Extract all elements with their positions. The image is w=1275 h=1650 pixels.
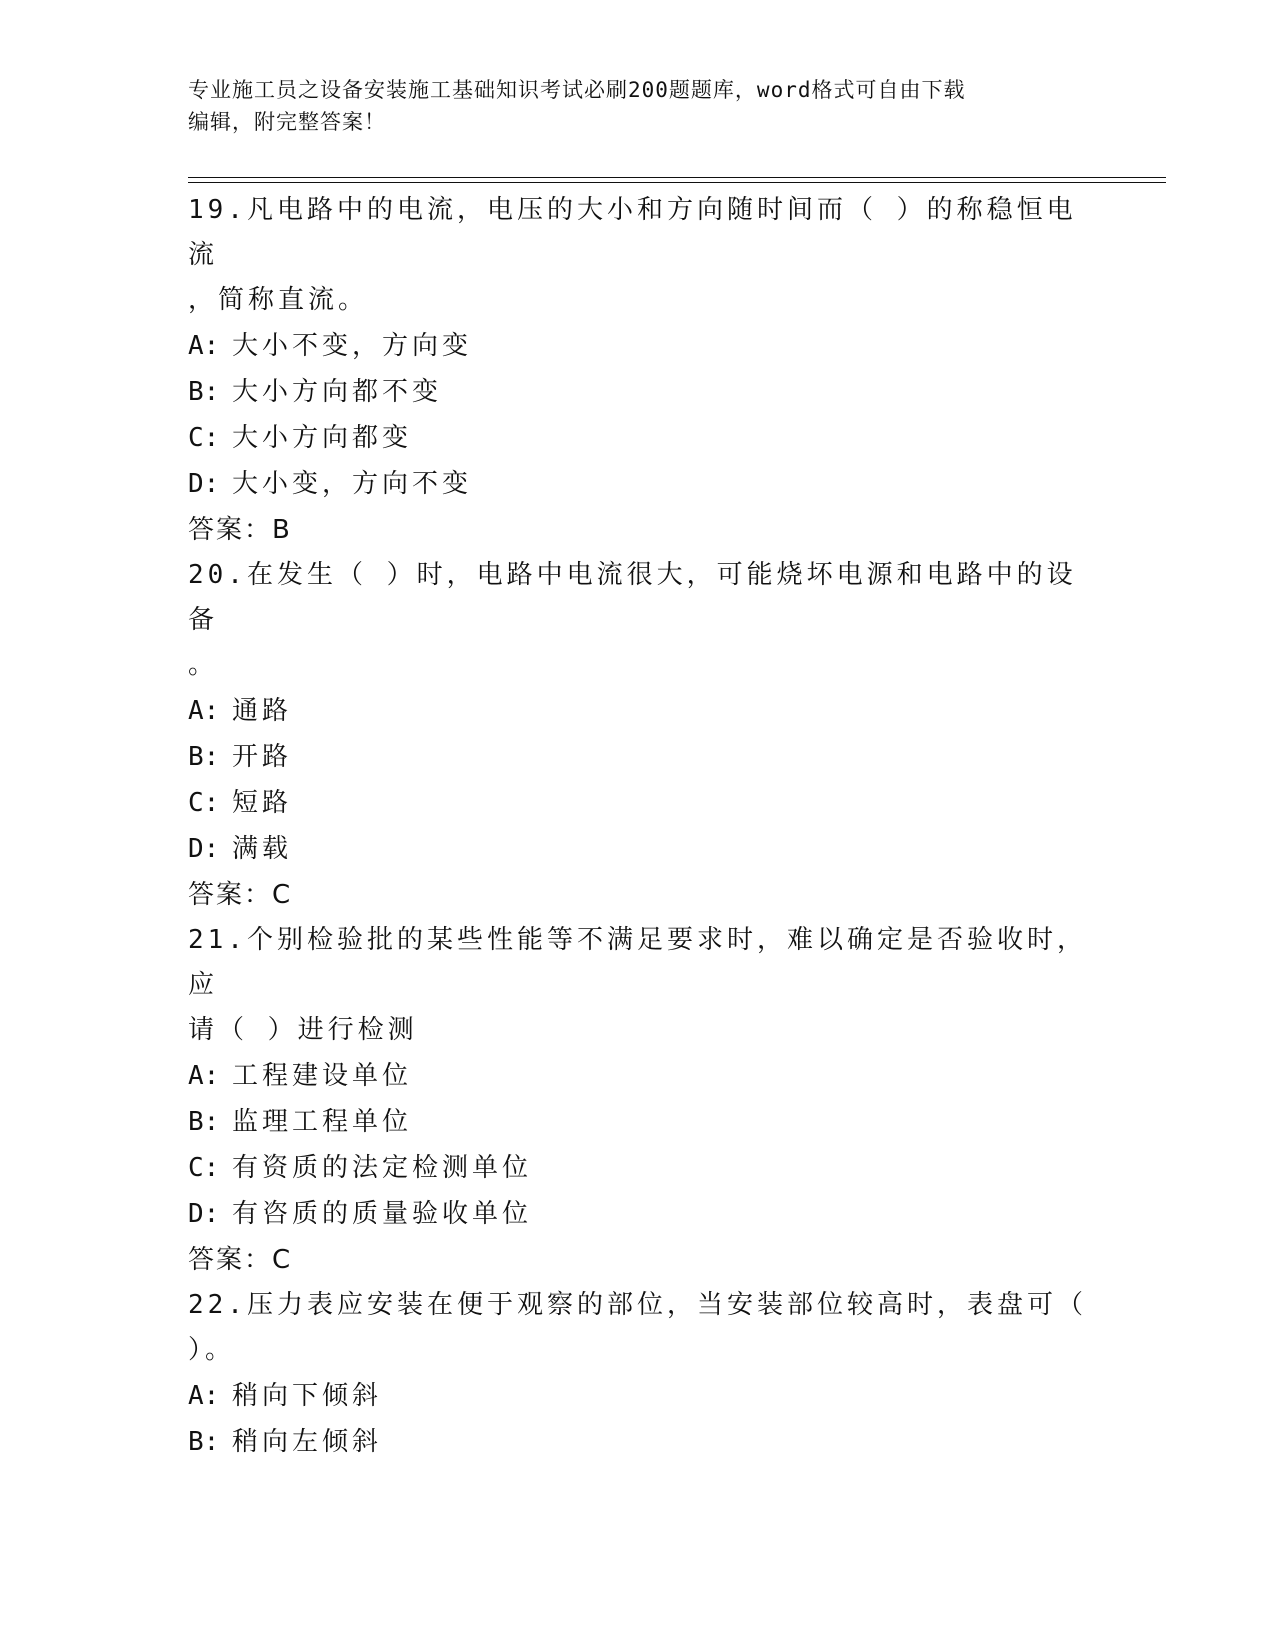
question-stem: [188, 918, 1088, 1053]
option-b: [188, 734, 1088, 780]
question-20: [188, 553, 1088, 918]
question-stem: [188, 1283, 1088, 1373]
option-text: 有咨质的质量验收单位: [232, 1199, 533, 1229]
answer-line: 答案：B: [188, 515, 292, 545]
question-stem-line-1: 22.压力表应安装在便于观察的部位，当安装部位较高时，表盘可（: [188, 1290, 1087, 1320]
option-text: 工程建设单位: [232, 1061, 413, 1091]
option-letter: A:: [188, 1061, 220, 1091]
document-header: [188, 74, 1088, 138]
option-a: [188, 1053, 1088, 1099]
option-text: 有资质的法定检测单位: [232, 1153, 533, 1183]
option-letter: D:: [188, 1199, 220, 1229]
option-text: 大小变，方向不变: [232, 469, 473, 499]
option-b: [188, 1099, 1088, 1145]
question-21: [188, 918, 1088, 1283]
answer-line: 答案：C: [188, 880, 293, 910]
option-letter: C:: [188, 423, 220, 453]
question-stem-line-1: 19.凡电路中的电流，电压的大小和方向随时间而（ ）的称稳恒电流: [188, 195, 1077, 270]
question-stem-line-1: 21.个别检验批的某些性能等不满足要求时，难以确定是否验收时，应: [188, 925, 1087, 1000]
option-letter: A:: [188, 696, 220, 726]
option-letter: D:: [188, 834, 220, 864]
option-a: [188, 688, 1088, 734]
question-stem-line-2: ）。: [188, 1335, 236, 1365]
option-b: [188, 369, 1088, 415]
option-letter: C:: [188, 1153, 220, 1183]
option-letter: D:: [188, 469, 220, 499]
option-text: 稍向左倾斜: [232, 1427, 383, 1457]
option-text: 开路: [232, 742, 293, 772]
option-d: [188, 461, 1088, 507]
option-text: 通路: [232, 696, 293, 726]
option-letter: B:: [188, 1107, 220, 1137]
option-letter: C:: [188, 788, 220, 818]
header-line-1: 专业施工员之设备安装施工基础知识考试必刷200题题库，word格式可自由下载: [188, 78, 966, 102]
option-text: 满载: [232, 834, 293, 864]
header-divider-bottom: [188, 182, 1166, 183]
option-c: [188, 780, 1088, 826]
option-text: 大小方向都不变: [232, 377, 443, 407]
header-line-2: 编辑，附完整答案！: [188, 110, 386, 134]
option-text: 监理工程单位: [232, 1107, 413, 1137]
header-divider-top: [188, 177, 1166, 178]
option-d: [188, 826, 1088, 872]
option-letter: B:: [188, 377, 220, 407]
option-c: [188, 1145, 1088, 1191]
option-text: 大小方向都变: [232, 423, 413, 453]
option-letter: B:: [188, 1427, 220, 1457]
option-text: 大小不变，方向变: [232, 331, 473, 361]
option-text: 稍向下倾斜: [232, 1381, 383, 1411]
question-stem: [188, 553, 1088, 688]
option-d: [188, 1191, 1088, 1237]
question-stem-line-1: 20.在发生（ ）时，电路中电流很大，可能烧坏电源和电路中的设备: [188, 560, 1077, 635]
option-letter: A:: [188, 331, 220, 361]
option-text: 短路: [232, 788, 293, 818]
question-19: [188, 188, 1088, 553]
question-stem-line-2: ，简称直流。: [188, 285, 369, 315]
question-stem: [188, 188, 1088, 323]
answer-line: 答案：C: [188, 1245, 293, 1275]
option-a: [188, 323, 1088, 369]
question-stem-line-2: 请（ ）进行检测: [188, 1015, 418, 1045]
option-b: [188, 1419, 1088, 1465]
question-22: [188, 1283, 1088, 1465]
option-c: [188, 415, 1088, 461]
question-stem-line-2: 。: [188, 650, 219, 680]
option-a: [188, 1373, 1088, 1419]
option-letter: A:: [188, 1381, 220, 1411]
option-letter: B:: [188, 742, 220, 772]
